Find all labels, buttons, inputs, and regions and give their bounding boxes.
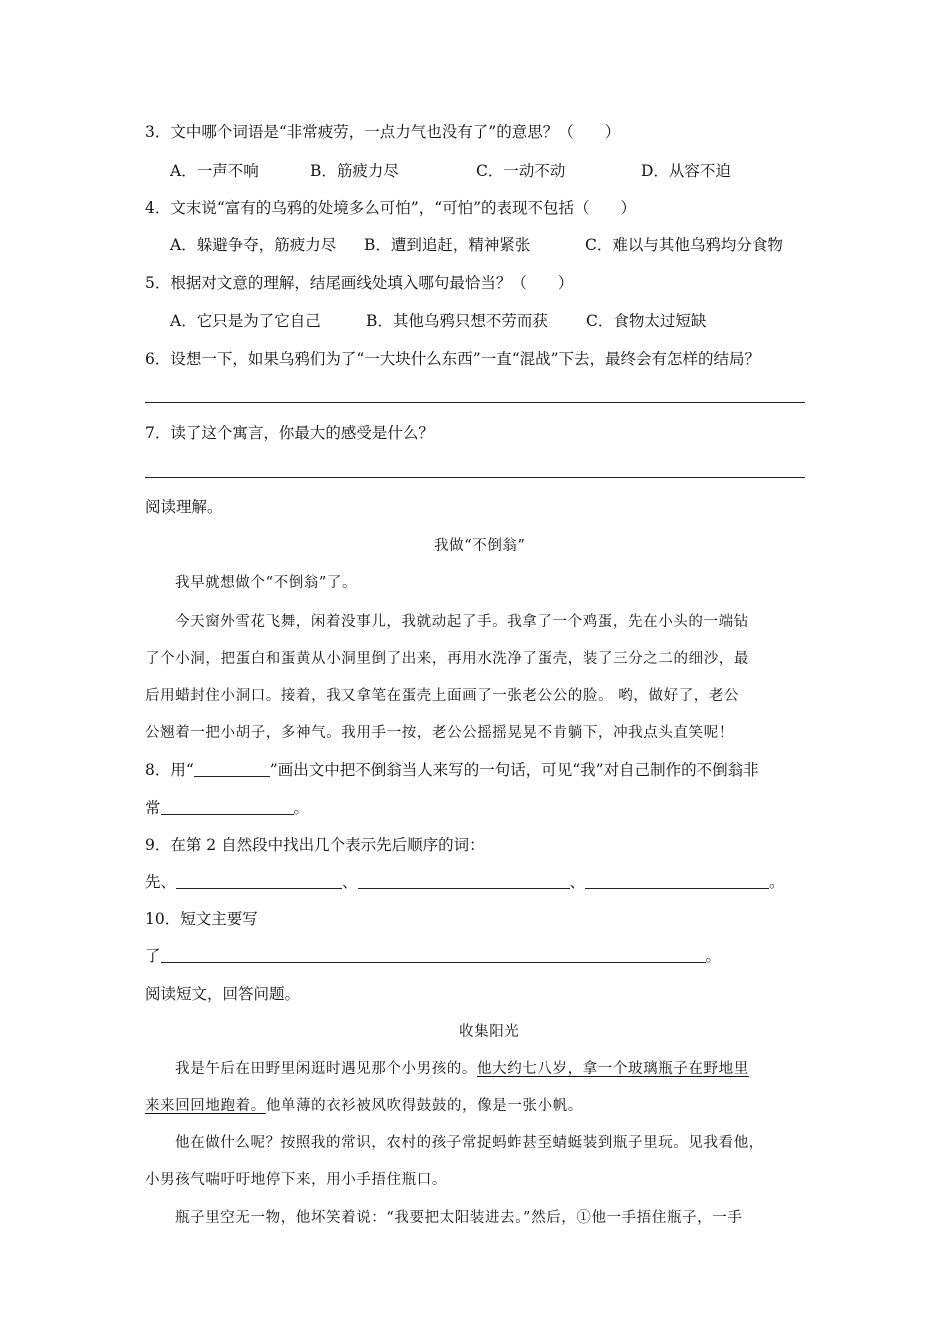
q3-option-a: A．一声不响 [170, 162, 259, 180]
underlined-sentence: 来来回回地跑着。 [145, 1098, 266, 1114]
question-10-stem: 10．短文主要写 [145, 910, 258, 928]
q9-blank-2[interactable] [358, 873, 570, 889]
q4-option-a: A．躲避争夺，筋疲力尽 [170, 236, 337, 254]
passage-text: 他单薄的衣衫被风吹得鼓鼓的，像是一张小帆。 [265, 1098, 583, 1114]
q9-text: 、 [569, 873, 586, 891]
q8-text: 常 [145, 799, 161, 817]
passage-line: 他在做什么呢？按照我的常识，农村的孩子常捉蚂蚱甚至蜻蜓装到瓶子里玩。见我看他， [175, 1135, 764, 1151]
q4-option-b: B．遭到追赶，精神紧张 [364, 236, 531, 254]
question-8-line1 [145, 760, 759, 780]
q8-text: 8．用“ [145, 761, 194, 779]
question-7-stem: 7．读了这个寓言，你最大的感受是什么？ [145, 424, 434, 442]
q6-answer-line[interactable] [145, 402, 805, 403]
passage-line: 今天窗外雪花飞舞，闲着没事儿，我就动起了手。我拿了一个鸡蛋，先在小头的一端钻 [175, 614, 749, 630]
section-heading: 阅读短文，回答问题。 [145, 985, 301, 1003]
q9-blank-1[interactable] [176, 873, 342, 889]
q5-option-b: B．其他乌鸦只想不劳而获 [366, 312, 548, 330]
section-heading: 阅读理解。 [145, 498, 223, 516]
q8-text: ”画出文中把不倒翁当人来写的一句话，可见“我”对自己制作的不倒翁非 [269, 761, 759, 779]
passage-title: 收集阳光 [459, 1024, 520, 1040]
q3-option-c: C．一动不动 [476, 162, 566, 180]
question-6-stem: 6．设想一下，如果乌鸦们为了“一大块什么东西”一直“混战”下去，最终会有怎样的结局？ [145, 350, 761, 368]
q10-text: 了 [145, 947, 161, 965]
question-8-line2 [145, 798, 309, 818]
q9-text: 。 [769, 873, 785, 891]
question-4-stem: 4．文末说“富有的乌鸦的处境多么可怕”，“可怕”的表现不包括（ ） [145, 199, 637, 217]
q8-blank-feeling[interactable] [161, 799, 294, 815]
passage-line: 公翘着一把小胡子，多神气。我用手一按，老公公摇摇晃晃不肯躺下，冲我点头直笑呢！ [145, 725, 734, 741]
q3-option-b: B．筋疲力尽 [310, 162, 399, 180]
passage-title: 我做“不倒翁” [434, 538, 526, 554]
passage-line: 后用蜡封住小洞口。接着，我又拿笔在蛋壳上面画了一张老公公的脸。 哟，做好了，老公 [145, 688, 740, 704]
q9-text: 、 [342, 873, 358, 891]
question-10-answer [145, 946, 721, 966]
q9-text: 先、 [145, 873, 177, 891]
q10-blank[interactable] [161, 947, 706, 963]
q8-blank-mark[interactable] [194, 761, 270, 777]
underlined-sentence: 他大约七八岁，拿一个玻璃瓶子在野地里 [477, 1061, 749, 1077]
q9-blank-3[interactable] [585, 873, 769, 889]
passage-line: 了个小洞，把蛋白和蛋黄从小洞里倒了出来，再用水洗净了蛋壳，装了三分之二的细沙，最 [145, 651, 749, 667]
passage-line: 瓶子里空无一物，他坏笑着说：“我要把太阳装进去。”然后，①他一手捂住瓶子，一手 [175, 1210, 743, 1226]
question-9-answers [145, 872, 785, 892]
passage-line [175, 1059, 749, 1079]
question-9-stem: 9．在第 2 自然段中找出几个表示先后顺序的词： [145, 836, 485, 854]
passage-paragraph: 我早就想做个“不倒翁”了。 [175, 575, 358, 591]
q3-option-d: D．从容不迫 [641, 162, 731, 180]
q4-option-c: C．难以与其他乌鸦均分食物 [585, 236, 783, 254]
question-3-stem: 3．文中哪个词语是“非常疲劳，一点力气也没有了”的意思？（ ） [145, 123, 621, 141]
passage-line: 小男孩气喘吁吁地停下来，用小手捂住瓶口。 [145, 1172, 447, 1188]
q8-text: 。 [293, 799, 310, 817]
question-5-stem: 5．根据对文意的理解，结尾画线处填入哪句最恰当？（ ） [145, 274, 574, 292]
q5-option-c: C．食物太过短缺 [586, 312, 707, 330]
q5-option-a: A．它只是为了它自己 [170, 312, 321, 330]
q10-text: 。 [705, 947, 722, 965]
q7-answer-line[interactable] [145, 477, 805, 478]
passage-text: 我是午后在田野里闲逛时遇见那个小男孩的。 [175, 1061, 477, 1077]
passage-line [145, 1096, 583, 1116]
